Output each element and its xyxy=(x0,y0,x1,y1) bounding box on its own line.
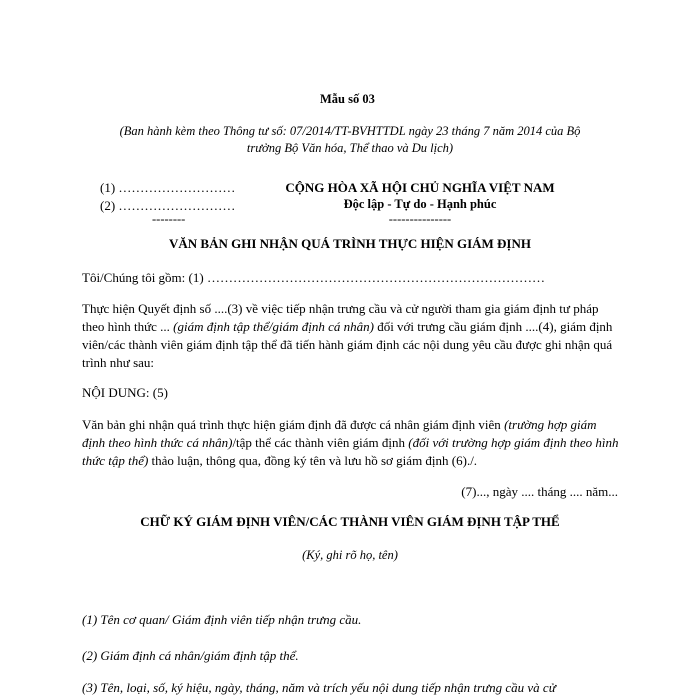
document-title: VĂN BẢN GHI NHẬN QUÁ TRÌNH THỰC HIỆN GIÁM ĐỊNH xyxy=(169,236,531,251)
header-right-dash: --------------- xyxy=(388,212,452,226)
content-label: NỘI DUNG: (5) xyxy=(82,385,168,400)
signature-title: CHỮ KÝ GIÁM ĐỊNH VIÊN/CÁC THÀNH VIÊN GIÁM ĐỊNH TẬP THỂ xyxy=(140,514,560,529)
paragraph-record-text-b: (trường hợp giám định theo hình thức cá nhân) xyxy=(82,417,597,450)
paragraph-decision xyxy=(82,300,622,372)
national-motto: Độc lập - Tự do - Hạnh phúc xyxy=(343,197,497,211)
note-2: (2) Giám định cá nhân/giám định tập thể. xyxy=(82,648,299,663)
issued-by-line-2: trưởng Bộ Văn hóa, Thể thao và Du lịch) xyxy=(246,141,454,155)
header-field-1: (1) ……………………… xyxy=(100,180,236,195)
paragraph-record xyxy=(82,416,622,470)
paragraph-decision-text-c: đối với trưng cầu giám định ....(4), giám định viên/các thành viên giám định tập thể đã tiến hành giám định các nội dung yêu cầu được ghi nhận quá trình như sau: xyxy=(82,319,613,370)
members-line: Tôi/Chúng tôi gồm: (1) …………………………………………………………………… xyxy=(82,270,545,285)
form-number: Mẫu số 03 xyxy=(320,92,375,106)
header-left-dash: -------- xyxy=(152,212,186,226)
paragraph-record-text-c: /tập thể các thành viên giám định xyxy=(232,435,409,450)
country-name: CỘNG HÒA XÃ HỘI CHỦ NGHĨA VIỆT NAM xyxy=(285,180,555,195)
note-3: (3) Tên, loại, số, ký hiệu, ngày, tháng, năm và trích yếu nội dung tiếp nhận trưng cầu và cử xyxy=(82,680,556,695)
issued-by-line-1: (Ban hành kèm theo Thông tư số: 07/2014/TT-BVHTTDL ngày 23 tháng 7 năm 2014 của Bộ xyxy=(119,124,581,138)
paragraph-record-text-a: Văn bản ghi nhận quá trình thực hiện giám định đã được cá nhân giám định viên xyxy=(82,417,505,432)
paragraph-decision-text-b: (giám định tập thể/giám định cá nhân) xyxy=(173,319,374,334)
note-1: (1) Tên cơ quan/ Giám định viên tiếp nhận trưng cầu. xyxy=(82,612,362,627)
signature-note: (Ký, ghi rõ họ, tên) xyxy=(302,548,398,562)
paragraph-record-text-e: thảo luận, thông qua, đồng ký tên và lưu hồ sơ giám định (6)./. xyxy=(148,453,478,468)
header-field-2: (2) ……………………… xyxy=(100,198,236,213)
paragraph-record-text-d: (đối với trường hợp giám định theo hình thức tập thể) xyxy=(82,435,619,468)
date-line: (7)..., ngày .... tháng .... năm... xyxy=(461,484,618,499)
paragraph-decision-text-a: Thực hiện Quyết định số ....(3) về việc tiếp nhận trưng cầu và cử người tham gia giám định tư pháp theo hình thức ... xyxy=(82,301,599,334)
